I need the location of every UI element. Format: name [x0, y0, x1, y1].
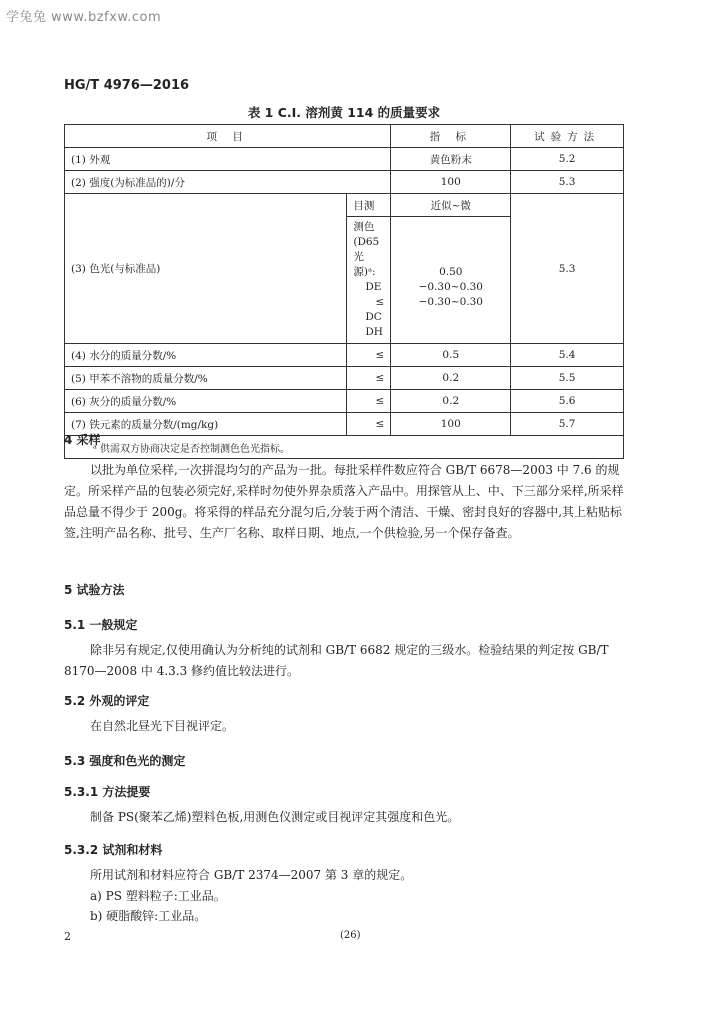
- row-item: (4) 水分的质量分数/%: [65, 344, 347, 367]
- table-row: [65, 413, 624, 436]
- sub-label: DC: [365, 311, 382, 323]
- color-item-label: (3) 色光(与标准品): [71, 263, 161, 275]
- row-item: [65, 194, 347, 344]
- section-5-2-text: 在自然北昼光下目视评定。: [90, 719, 235, 733]
- row-value: 0.5: [391, 344, 511, 367]
- table-row: [65, 367, 624, 390]
- sub-label: DE ≤: [365, 281, 385, 308]
- sub-value: −0.30~0.30: [418, 296, 483, 308]
- row-method: 5.5: [511, 367, 624, 390]
- page-number-center: (26): [340, 930, 361, 941]
- section-5-3-heading: 5.3 强度和色光的测定: [64, 754, 186, 768]
- page-number: 2: [64, 930, 71, 943]
- row-value: 0.2: [391, 390, 511, 413]
- row-item: (5) 甲苯不溶物的质量分数/%: [65, 367, 347, 390]
- instrument-label: 测色(D65 光源)ᵃ:: [353, 221, 380, 278]
- header-index: 指 标: [391, 125, 511, 148]
- table-row: [65, 171, 624, 194]
- section-5-3-2-text: 所用试剂和材料应符合 GB/T 2374—2007 第 3 章的规定。: [90, 868, 413, 882]
- le-symbol: ≤: [347, 344, 391, 367]
- sub-label: DH: [365, 326, 383, 338]
- section-5-2-heading: 5.2 外观的评定: [64, 694, 150, 708]
- section-5-1-text: 除非另有规定,仅使用确认为分析纯的试剂和 GB/T 6682 规定的三级水。检验结果的判定按 GB/T 8170—2008 中 4.3.3 修约值比较法进行。: [64, 643, 609, 678]
- le-symbol: ≤: [375, 296, 385, 308]
- row-value: 100: [391, 171, 511, 194]
- row-item: (7) 铁元素的质量分数/(mg/kg): [65, 413, 347, 436]
- standard-code: HG/T 4976—2016: [64, 78, 190, 93]
- row-method: 5.3: [511, 171, 624, 194]
- section-4-heading: 4 采样: [64, 433, 101, 447]
- sub-value: 0.50: [439, 266, 463, 278]
- header-item: 项 目: [65, 125, 391, 148]
- table-footnote: ᵃ 供需双方协商决定是否控制测色色光指标。: [65, 436, 624, 459]
- le-symbol: ≤: [347, 413, 391, 436]
- row-method: 5.3: [511, 194, 624, 344]
- row-item: (2) 强度(为标准品的)/分: [65, 171, 391, 194]
- row-value: 黄色粉末: [391, 148, 511, 171]
- row-method: 5.7: [511, 413, 624, 436]
- list-item: a) PS 塑料粒子:工业品。: [90, 889, 226, 903]
- quality-requirements-table: [64, 124, 624, 459]
- row-value: 0.2: [391, 367, 511, 390]
- le-symbol: ≤: [347, 367, 391, 390]
- table-row: [65, 148, 624, 171]
- watermark: 学兔兔 www.bzfxw.com: [6, 10, 162, 25]
- instrument-values: [391, 217, 511, 344]
- row-method: 5.6: [511, 390, 624, 413]
- table-footnote-row: [65, 436, 624, 459]
- table-row-color: [65, 194, 624, 217]
- row-method: 5.4: [511, 344, 624, 367]
- table-row: [65, 390, 624, 413]
- instrument-cell: [347, 217, 391, 344]
- row-item: (1) 外观: [65, 148, 391, 171]
- table-row: [65, 344, 624, 367]
- visual-value: 近似~微: [391, 194, 511, 217]
- list-item: b) 硬脂酸锌:工业品。: [90, 909, 207, 923]
- section-5-heading: 5 试验方法: [64, 583, 125, 597]
- row-item: (6) 灰分的质量分数/%: [65, 390, 347, 413]
- header-method: 试验方法: [511, 125, 624, 148]
- section-5-3-1-text: 制备 PS(聚苯乙烯)塑料色板,用测色仪测定或目视评定其强度和色光。: [90, 810, 460, 824]
- table-title: 表 1 C.I. 溶剂黄 114 的质量要求: [247, 105, 441, 120]
- sub-value: −0.30~0.30: [418, 281, 483, 293]
- table-header-row: [65, 125, 624, 148]
- visual-label: 目测: [353, 199, 375, 212]
- le-symbol: ≤: [347, 390, 391, 413]
- section-5-1-heading: 5.1 一般规定: [64, 618, 138, 632]
- visual-label-cell: [347, 194, 391, 217]
- row-method: 5.2: [511, 148, 624, 171]
- section-5-3-1-heading: 5.3.1 方法提要: [64, 785, 151, 799]
- section-5-3-2-heading: 5.3.2 试剂和材料: [64, 843, 163, 857]
- row-value: 100: [391, 413, 511, 436]
- section-4-text: 以批为单位采样,一次拼混均匀的产品为一批。每批采样件数应符合 GB/T 6678—2003 中 7.6 的规定。所采样产品的包装必须完好,采样时勿使外界杂质落入产品中。用探管从上、中、下三部分采样,所采样品总量不得少于 200g。将采得的样品充分混匀后,分装于两个清洁、干燥、密封良好的容器中,其上粘贴标签,注明产品名称、批号、生产厂名称、取样日期、地点,一个供检验,另一个保存备查。: [64, 463, 624, 540]
